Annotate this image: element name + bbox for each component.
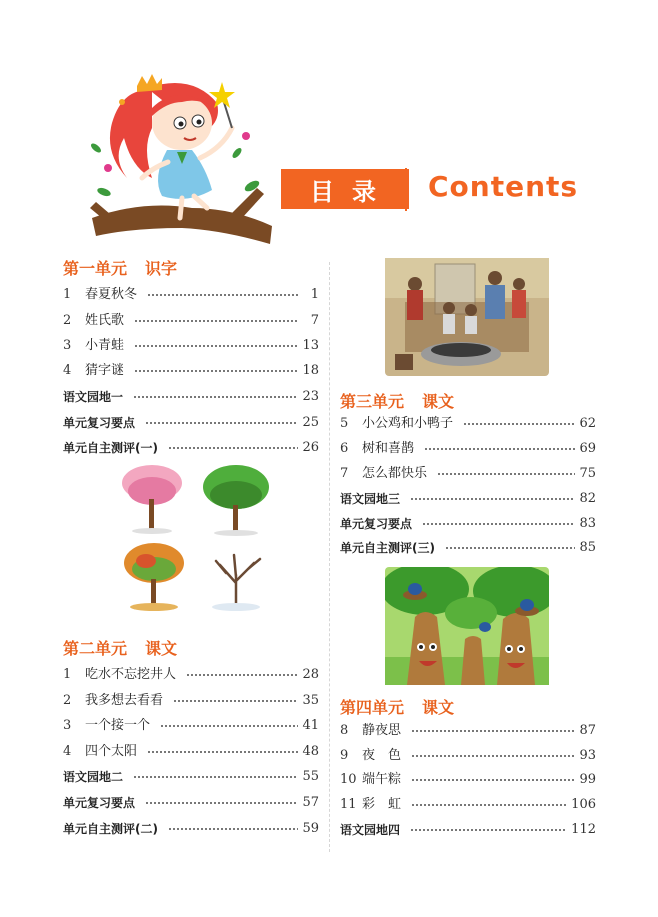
magpie-trees-illustration	[385, 567, 549, 685]
leader-dots	[134, 320, 299, 322]
well-scene-illustration	[385, 258, 549, 376]
toc-item-test-3[interactable]: 单元自主测评(三) 85	[340, 540, 596, 555]
leader-dots	[410, 829, 567, 831]
unit-heading-2: 第二单元 课文	[63, 639, 178, 658]
leader-dots	[133, 396, 298, 398]
column-divider	[329, 262, 330, 852]
unit-heading-4: 第四单元 课文	[340, 698, 455, 717]
leader-dots	[133, 776, 298, 778]
leader-dots	[134, 345, 298, 347]
leader-dots	[424, 448, 575, 450]
leader-dots	[410, 498, 575, 500]
leader-dots	[160, 725, 298, 727]
contents-title-cn: 目录	[281, 169, 409, 209]
leader-dots	[463, 423, 575, 425]
toc-item-lesson-4[interactable]: 4 四个太阳 48	[63, 744, 319, 759]
leader-dots	[145, 422, 298, 424]
leader-dots	[411, 779, 575, 781]
toc-item-yuwen-garden-3[interactable]: 语文园地三 82	[340, 491, 596, 506]
toc-item-lesson-3[interactable]: 3 小青蛙 13	[63, 338, 319, 353]
leader-dots	[186, 674, 298, 676]
leader-dots	[147, 751, 298, 753]
leader-dots	[437, 473, 575, 475]
four-seasons-trees-illustration	[116, 465, 276, 617]
contents-title-en: Contents	[428, 170, 579, 203]
toc-item-yuwen-garden-4[interactable]: 语文园地四 112	[340, 822, 596, 837]
leader-dots	[422, 523, 575, 525]
toc-item-lesson-7[interactable]: 7 怎么都快乐 75	[340, 466, 596, 481]
toc-item-lesson-9[interactable]: 9 夜 色 93	[340, 748, 596, 763]
toc-item-lesson-5[interactable]: 5 小公鸡和小鸭子 62	[340, 416, 596, 431]
toc-item-yuwen-garden-1[interactable]: 语文园地一 23	[63, 389, 319, 404]
unit-heading-3: 第三单元 课文	[340, 392, 455, 411]
toc-item-test-2[interactable]: 单元自主测评(二) 59	[63, 821, 319, 836]
toc-item-lesson-11[interactable]: 11 彩 虹 106	[340, 797, 596, 812]
leader-dots	[411, 755, 575, 757]
leader-dots	[168, 828, 298, 830]
leader-dots	[173, 700, 298, 702]
leader-dots	[445, 547, 575, 549]
unit-heading-1: 第一单元 识字	[63, 259, 178, 278]
toc-item-lesson-1[interactable]: 1 春夏秋冬 1	[63, 287, 319, 302]
toc-item-review-3[interactable]: 单元复习要点 83	[340, 516, 596, 531]
toc-item-lesson-1[interactable]: 1 吃水不忘挖井人 28	[63, 667, 319, 682]
leader-dots	[147, 294, 299, 296]
leader-dots	[168, 447, 298, 449]
toc-item-review-2[interactable]: 单元复习要点 57	[63, 795, 319, 810]
toc-item-lesson-2[interactable]: 2 姓氏歌 7	[63, 313, 319, 328]
leader-dots	[411, 804, 567, 806]
toc-item-lesson-3[interactable]: 3 一个接一个 41	[63, 718, 319, 733]
leader-dots	[134, 370, 298, 372]
leader-dots	[145, 802, 298, 804]
toc-item-yuwen-garden-2[interactable]: 语文园地二 55	[63, 769, 319, 784]
toc-item-lesson-6[interactable]: 6 树和喜鹊 69	[340, 441, 596, 456]
leader-dots	[411, 730, 575, 732]
fairy-girl-illustration	[82, 68, 282, 246]
toc-item-lesson-4[interactable]: 4 猜字谜 18	[63, 363, 319, 378]
toc-item-lesson-10[interactable]: 10 端午粽 99	[340, 772, 596, 787]
toc-item-test-1[interactable]: 单元自主测评(一) 26	[63, 440, 319, 455]
toc-item-lesson-2[interactable]: 2 我多想去看看 35	[63, 693, 319, 708]
toc-item-lesson-8[interactable]: 8 静夜思 87	[340, 723, 596, 738]
toc-item-review-1[interactable]: 单元复习要点 25	[63, 415, 319, 430]
title-divider	[405, 168, 407, 211]
